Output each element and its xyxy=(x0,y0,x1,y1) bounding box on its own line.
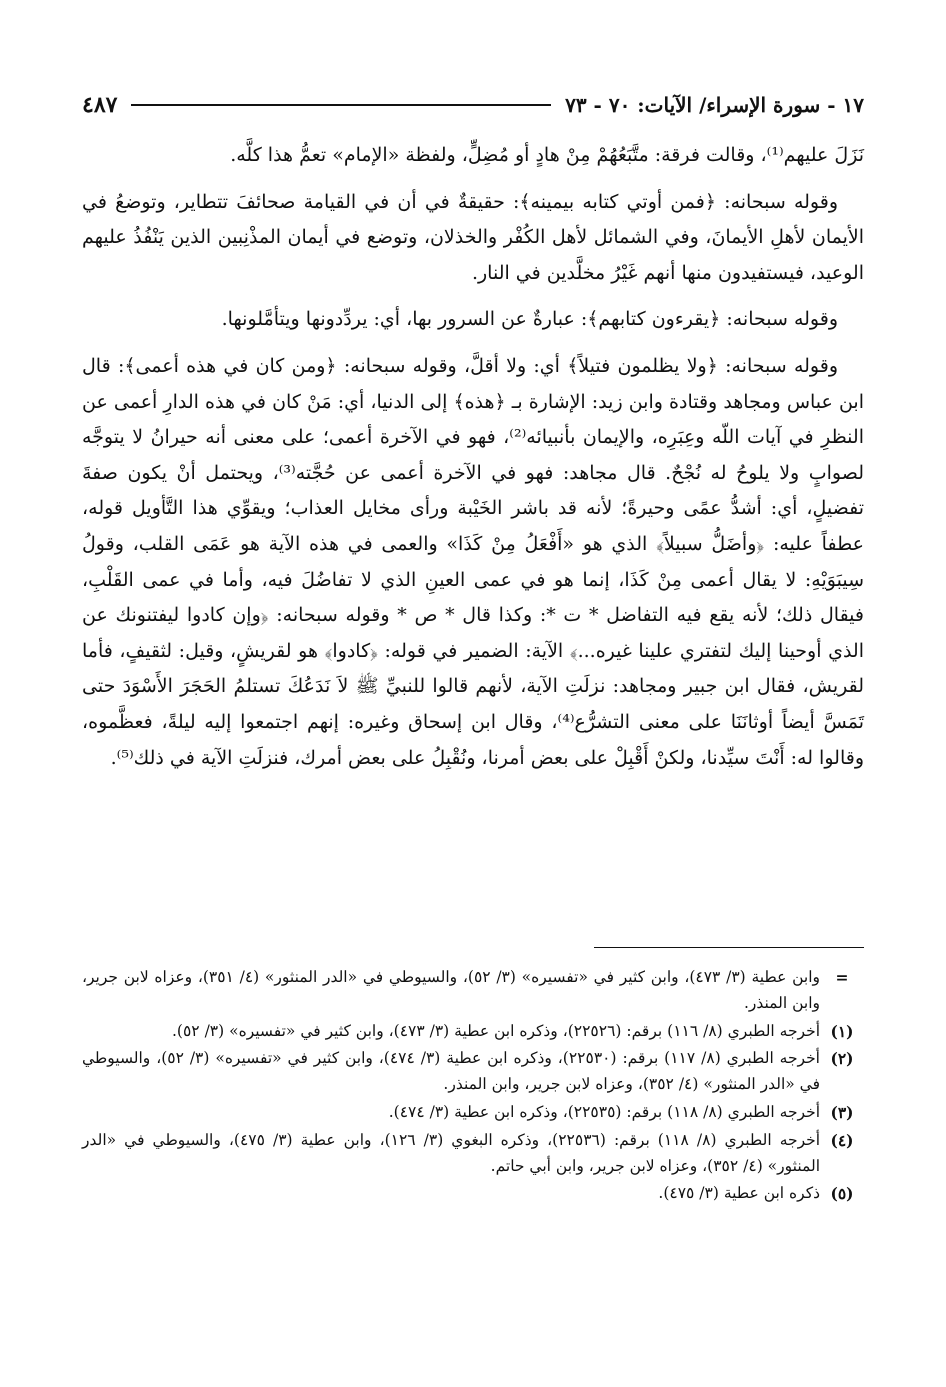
footnote-2 xyxy=(82,1046,864,1098)
main-text xyxy=(82,138,864,787)
footnote-mark: (٣) xyxy=(830,1102,854,1122)
footnote-text: أخرجه الطبري (٨/ ١١٦) برقم: (٢٢٥٢٦)، وذكره ابن عطية (٣/ ٤٧٣)، وابن كثير في «تفسيره» (٣/ ٥٢). xyxy=(172,1021,820,1040)
running-title: ١٧ - سورة الإسراء/ الآيات: ٧٠ - ٧٣ xyxy=(565,93,864,117)
footnote-text: أخرجه الطبري (٨/ ١١٧) برقم: (٢٢٥٣٠)، وذكره ابن عطية (٣/ ٤٧٤)، وابن كثير في «تفسيره» (٣/ ٥٢)، والسيوطي في «الدر المنثور» (٤/ ٣٥٢)، وعزاه لابن جرير، وابن المنذر. xyxy=(82,1049,820,1094)
footnote-mark: (١) xyxy=(830,1021,854,1041)
paragraph: نَزَلَ عليهم⁽¹⁾، وقالت فرقة: متَّبَعُهُمْ مِنْ هادٍ أو مُضِلٍّ، ولفظة «الإمام» تعمُّ هذا كلَّه. xyxy=(230,144,864,166)
footnote-3 xyxy=(82,1100,864,1126)
footnote-text: ذكره ابن عطية (٣/ ٤٧٥). xyxy=(658,1184,820,1203)
footnote-text: أخرجه الطبري (٨/ ١١٨) برقم: (٢٢٥٣٥)، وذكره ابن عطية (٣/ ٤٧٤). xyxy=(388,1102,820,1121)
header-rule xyxy=(131,104,551,106)
footnote-mark: = xyxy=(835,968,849,987)
footnote-mark: (٥) xyxy=(830,1184,854,1204)
paragraph: وقوله سبحانه: ﴿ولا يظلمون فتيلاً﴾ أي: ولا أقلَّ، وقوله سبحانه: ﴿ومن كان في هذه أعمى﴾: قال ابن عباس ومجاهد وقتادة وابن زيد: الإشارة بـ ﴿هذه﴾ إلى الدنيا، أي: مَنْ كان في هذه الدارِ أعمى عن النظرِ في آيات اللّه وعِبَرِه، والإيمان بأنبيائه⁽²⁾، فهو في الآخرة أعمى؛ على معنى أنه حيرانُ لا يتوجَّه لصوابٍ ولا يلوحُ له نُجْحٌ. قال مجاهد: فهو في الآخرة أعمى عن حُجَّته⁽³⁾، ويحتمل أنْ يكون صفةَ تفضيلٍ، أي: أشدُّ عمًى وحيرةً؛ لأنه قد باشر الخَيْبة ورأى مخايل العذاب؛ ويقوِّي هذا التَّأويل قوله، عطفاً عليه: ﴿وأضَلُّ سبيلاً﴾ الذي هو «أَفْعَلُ مِنْ كَذَا» والعمى في هذه الآية هو عَمَى القلب، وقولُ سِيبَوَيْهِ: لا يقال أعمى مِنْ كَذَا، إنما هو في عمى العينِ الذي لا تفاضُلَ فيه، وأما في عمى القَلْبِ، فيقال ذلك؛ لأنه يقع فيه التفاضل * ت *: وكذا قال * ص * وقوله سبحانه: ﴿وإن كادوا ليفتنونك عن الذي أوحينا إليك لتفتري علينا غيره...﴾ الآية: الضمير في قوله: ﴿كادوا﴾ هو لقريشٍ، وقيل: لثقيفٍ، فأما لقريش، فقال ابن جبير ومجاهد: نزلَتِ الآية، لأنهم قالوا للنبيِّ ﷺ لاَ نَدَعُكَ تستلمُ الحَجَرَ الأَسْوَدَ حتى تَمَسَّ أيضاً أوثانَنَا على معنى التشرُّع⁽⁴⁾، وقال ابن إسحاق وغيره: إنهم اجتمعوا إليه ليلةً، فعظَّموه، وقالوا له: أَنْتَ سيِّدنا، ولكنْ أَقْبِلْ على بعض أمرنا، ونُقْبِلُ على بعض أمرك، فنزلَتِ الآية في ذلك⁽⁵⁾. xyxy=(82,354,864,769)
footnotes xyxy=(82,965,864,1209)
footnote-text: وابن عطية (٣/ ٤٧٣)، وابن كثير في «تفسيره» (٣/ ٥٢)، والسيوطي في «الدر المنثور» (٤/ ٣٥١)، وعزاه لابن جرير، وابن المنذر. xyxy=(82,968,821,1012)
page-header xyxy=(82,88,864,122)
footnote-text: أخرجه الطبري (٨/ ١١٨) برقم: (٢٢٥٣٦)، وذكره البغوي (٣/ ١٢٦)، وابن عطية (٣/ ٤٧٥)، والسيوطي في «الدر المنثور» (٤/ ٣٥٢)، وعزاه لابن جرير، وابن أبي حاتم. xyxy=(82,1130,821,1175)
footnote-separator xyxy=(594,947,864,948)
footnote-5 xyxy=(82,1181,864,1207)
page-number: ٤٨٧ xyxy=(82,92,118,118)
footnote-mark: (٤) xyxy=(830,1130,854,1150)
footnote-continuation xyxy=(82,965,864,1017)
footnote-4 xyxy=(82,1128,864,1180)
paragraph: وقوله سبحانه: ﴿يقرءون كتابهم﴾: عبارةٌ عن السرور بها، أي: يردِّدونها ويتأمَّلونها. xyxy=(221,308,838,331)
footnote-1 xyxy=(82,1019,864,1045)
footnote-mark: (٢) xyxy=(830,1049,854,1069)
paragraph: وقوله سبحانه: ﴿فمن أوتي كتابه بيمينه﴾: حقيقةٌ في أن في القيامة صحائفَ تتطاير، وتوضعُ في الأيمان لأهلِ الأيمانَ، وفي الشمائل لأهل الكُفْر والخذلان، وتوضع في أيمان المذْنِبين الذين يَنْفُذُ عليهم الوعيد، فيستفيدون منها أنهم غَيْرُ مخلَّدين في النار. xyxy=(82,190,864,284)
